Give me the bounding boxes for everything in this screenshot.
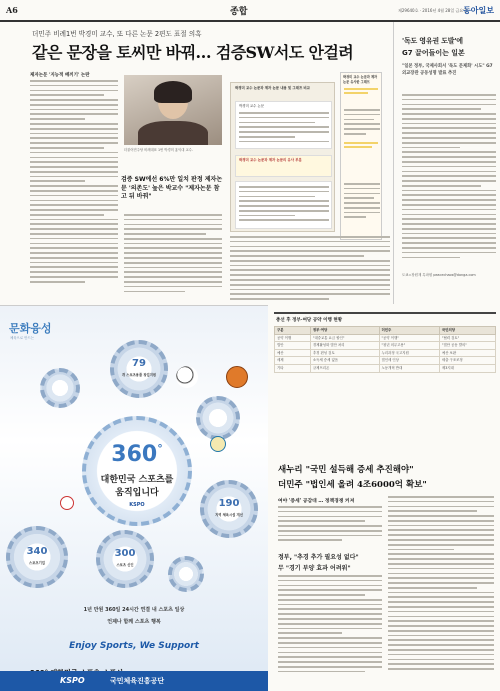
ad-brand: 문화융성 — [9, 322, 52, 335]
center-number: 360° — [111, 442, 163, 467]
graph-figure — [340, 72, 382, 240]
center-emblem — [82, 416, 192, 526]
figure-caption: 박경미 교수 논문과 제자 논문 유사한 그래프 — [343, 75, 378, 84]
tax-subhead: 여야 '증세' 공감대 … 정책경쟁 커져 — [278, 499, 355, 504]
table-row: 예산 추경 편성 검토 누리과정 국고지원 예산 보완 — [275, 349, 496, 357]
ad-message-2: 언제나 함께 스포츠 행복 — [107, 619, 161, 625]
basketball-icon — [226, 366, 248, 388]
table-row: 세제 소득세 증세 없음 법인세 인상 세출 구조조정 — [275, 357, 496, 365]
issue-date: 제29640호 · 2016년 4월 28일 금요일 — [398, 8, 468, 13]
kspo-logo: KSPO — [60, 676, 85, 685]
story-kicker: 더민주 비례1번 박경미 교수, 또 다른 논문 2편도 표절 의혹 — [32, 30, 202, 38]
sidebar-subhead: "일본 정부, 국제사회서 '독도 문제화' 시도" G7 외교장관 공동성명 발표 추진 — [402, 64, 493, 76]
tax-body-1 — [278, 506, 382, 548]
infobox-sub: 박경미 교수 논문 — [239, 104, 265, 108]
infobox-title: 박경미 교수 논문과 제자 논문 내용 및 그래프 비교 — [235, 86, 310, 90]
volleyball-icon — [210, 436, 226, 452]
ad-footer-bar — [0, 671, 268, 691]
table-title: 총선 후 정부·여당 공약 이행 현황 — [276, 318, 343, 323]
tax-headline-2: 더민주 "법인세 올려 4조6000억 확보" — [278, 480, 427, 490]
sidebar-body — [402, 94, 496, 270]
table-row: 공약 이행 "대중교통 요금 할인" "공약 이행" "협력 검토" — [275, 334, 496, 342]
org-name: 국민체육진흥공단 — [110, 677, 165, 685]
table-header: 정부·여당 — [310, 327, 379, 335]
sidebar-title-line1: '독도 영유권 도발'에 — [402, 37, 463, 45]
story-body-col-2 — [124, 214, 222, 302]
baseball-icon — [60, 496, 74, 510]
table-header: 국민의당 — [439, 327, 495, 335]
data-table — [274, 326, 496, 373]
story-subhead: 제자논문 '지능적 베끼기' 논란 — [30, 73, 90, 78]
table-header: 더민주 — [379, 327, 439, 335]
story-body-col-1 — [30, 80, 118, 300]
sidebar-title-line2: G7 끌어들이는 일본 — [402, 49, 465, 57]
gear-icon: 190 지역 체육시설 개선 — [200, 480, 258, 538]
tax-headline-1: 새누리 "국민 설득해 증세 추진해야" — [278, 465, 414, 475]
story-body-col-3 — [230, 236, 390, 302]
gear-icon — [40, 368, 80, 408]
pull-quote: 검증 SW에선 6%만 일치 판정 제자논문 '의존도' 높은 박교수 "제자논문 참고 뒤 바꿔" — [121, 176, 223, 200]
table-row: 법안 경제활성화 법안 처리 "청년 의무고용" "법안 공동 발의" — [275, 342, 496, 350]
center-kspo: KSPO — [129, 502, 145, 508]
center-line2: 움직입니다 — [115, 488, 159, 498]
kspo-advertisement — [0, 305, 268, 691]
ad-brand-sub: 체육으로 만드는 — [10, 336, 35, 340]
tax-body-2 — [278, 575, 382, 685]
gear-icon: 300 스포츠 신인 — [96, 530, 154, 588]
infobox-highlight: 박경미 교수 논문과 제자 논문의 유사 부분 — [235, 155, 332, 177]
gear-icon: 340 스포츠기업 — [6, 526, 68, 588]
ad-english-slogan: Enjoy Sports, We Support — [69, 641, 199, 651]
ad-message-1: 1년 만원 360일 24시간 연결 내 스포츠 일상 — [83, 607, 185, 613]
pledge-table — [274, 312, 496, 452]
portrait-photo — [124, 75, 222, 145]
tax-body-3 — [388, 496, 494, 686]
comparison-infobox — [230, 82, 335, 232]
story-headline: 같은 문장을 토씨만 바꿔… 검증SW서도 안걸려 — [32, 43, 354, 62]
tax-subhead-3: 무 "경기 부양 효과 어려워" — [278, 565, 351, 572]
newspaper-logo: 동아일보 — [463, 6, 494, 15]
sidebar-story — [393, 22, 500, 304]
tax-subhead-2: 정부, "추경 추가 필요성 없다" — [278, 554, 359, 561]
gear-icon — [168, 556, 204, 592]
infobox-excerpt-2 — [235, 181, 332, 229]
page-number: A6 — [6, 5, 18, 15]
photo-caption: 더불어민주당 비례대표 1번 박경미 홍익대 교수. — [124, 148, 193, 152]
center-line1: 대한민국 스포츠를 — [100, 475, 174, 485]
table-header: 구분 — [275, 327, 311, 335]
sidebar-byline: 도쿄=장원재 특파원 peacechaos@donga.com — [402, 273, 476, 277]
table-row: 기타 규제프리존 노동개혁 반대 제3지대 — [275, 364, 496, 372]
section-name: 종합 — [230, 7, 248, 17]
soccer-ball-icon — [176, 366, 198, 388]
page-header — [0, 0, 500, 22]
gear-icon — [196, 396, 240, 440]
gear-icon: 79 개 스포츠용품 창업지원 — [110, 340, 168, 398]
infobox-excerpt-1 — [235, 101, 332, 149]
